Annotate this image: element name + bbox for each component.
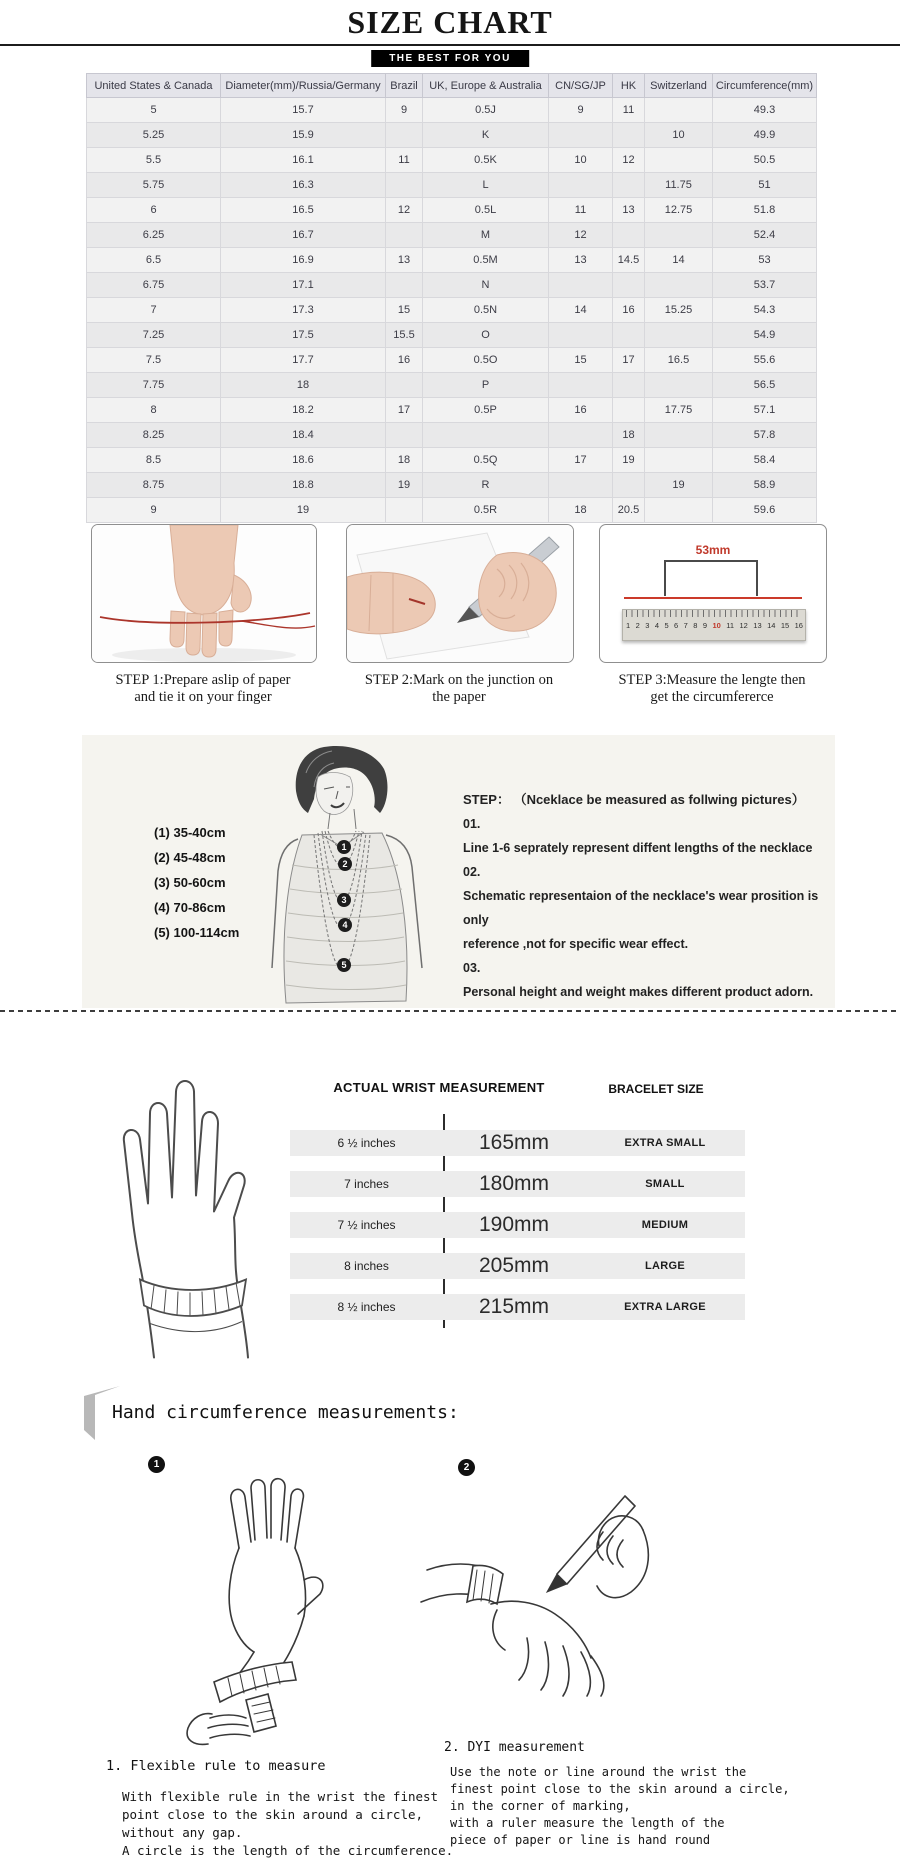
table-cell: 18.6 (221, 448, 386, 473)
table-cell (645, 423, 713, 448)
table-cell: 18 (613, 423, 645, 448)
table-cell (613, 398, 645, 423)
measure-bracket (664, 560, 758, 596)
necklace-notes (463, 812, 835, 1004)
ring-table-body (87, 98, 817, 523)
table-cell: 15.5 (386, 323, 423, 348)
table-cell: 0.5N (423, 298, 549, 323)
ring-table-head-row (87, 74, 817, 98)
table-row (87, 473, 817, 498)
column-header: United States & Canada (87, 74, 221, 98)
table-row (87, 273, 817, 298)
column-header: CN/SG/JP (549, 74, 613, 98)
hand-circumference-heading: Hand circumference measurements: (112, 1402, 459, 1423)
table-cell (386, 173, 423, 198)
table-cell: 18.2 (221, 398, 386, 423)
ruler-number: 13 (753, 621, 762, 630)
ruler-number: 6 (674, 621, 679, 630)
table-cell: 16 (613, 298, 645, 323)
ruler-number: 16 (794, 621, 803, 630)
table-cell: 0.5K (423, 148, 549, 173)
table-cell: 9 (386, 98, 423, 123)
method2-line: with a ruler measure the length of the (450, 1816, 725, 1830)
table-cell: 7 (87, 298, 221, 323)
table-cell: M (423, 223, 549, 248)
table-row (87, 123, 817, 148)
table-cell: 13 (549, 248, 613, 273)
table-cell: 6 (87, 198, 221, 223)
necklace-position-badge: 4 (338, 918, 352, 932)
method2-body (450, 1764, 790, 1849)
table-cell: 11.75 (645, 173, 713, 198)
table-cell: 16.5 (645, 348, 713, 373)
table-cell: 15 (549, 348, 613, 373)
wrist-inches: 7 ½ inches (337, 1218, 396, 1232)
ruler-number: 8 (693, 621, 698, 630)
ruler-number: 9 (702, 621, 708, 630)
table-cell: 7.75 (87, 373, 221, 398)
table-cell: 8.75 (87, 473, 221, 498)
column-header: UK, Europe & Australia (423, 74, 549, 98)
measure-red-line (624, 597, 802, 599)
table-cell: 6.5 (87, 248, 221, 273)
table-cell: 52.4 (713, 223, 817, 248)
table-cell: 17 (613, 348, 645, 373)
table-cell (549, 173, 613, 198)
table-cell: K (423, 123, 549, 148)
necklace-position-badge: 2 (338, 857, 352, 871)
table-cell (549, 423, 613, 448)
table-cell (386, 223, 423, 248)
ring-size-table (86, 73, 817, 523)
wrist-mm: 215mm (478, 1295, 550, 1318)
table-cell: 17.5 (221, 323, 386, 348)
wrist-measurement-header: ACTUAL WRIST MEASUREMENT (333, 1080, 545, 1095)
table-cell (386, 498, 423, 523)
table-cell (645, 323, 713, 348)
table-cell (613, 223, 645, 248)
table-cell: 18 (221, 373, 386, 398)
necklace-notes-block (463, 788, 835, 1004)
table-cell: 15.9 (221, 123, 386, 148)
table-cell: 11 (613, 98, 645, 123)
table-cell (386, 423, 423, 448)
hand-with-thread-illustration (92, 525, 316, 662)
table-cell: 18 (549, 498, 613, 523)
step2-caption-line1: STEP 2:Mark on the junction on (364, 672, 554, 688)
table-cell: 18.4 (221, 423, 386, 448)
table-cell: 19 (613, 448, 645, 473)
table-cell: 0.5P (423, 398, 549, 423)
wrist-inches: 8 ½ inches (337, 1300, 396, 1314)
table-row (87, 148, 817, 173)
necklace-position-badge: 3 (337, 893, 351, 907)
column-header: Diameter(mm)/Russia/Germany (221, 74, 386, 98)
table-cell: 17.7 (221, 348, 386, 373)
table-cell: 0.5O (423, 348, 549, 373)
table-cell (549, 273, 613, 298)
table-cell: 19 (221, 498, 386, 523)
table-cell: 8 (87, 398, 221, 423)
wrist-mm: 165mm (478, 1131, 550, 1154)
method1-line: without any gap. (122, 1825, 243, 1840)
table-cell (613, 323, 645, 348)
bracelet-row (290, 1130, 745, 1156)
table-cell: 5.5 (87, 148, 221, 173)
table-cell: 0.5Q (423, 448, 549, 473)
table-row (87, 373, 817, 398)
necklace-note-line: reference ,not for specific wear effect. (463, 937, 689, 951)
table-cell: 57.8 (713, 423, 817, 448)
necklace-length-item: (5) 100-114cm (154, 925, 240, 940)
necklace-note-line: Schematic representaion of the necklace's wear prosition is only (463, 889, 819, 927)
table-cell: L (423, 173, 549, 198)
table-cell (549, 323, 613, 348)
measured-length-label: 53mm (695, 543, 731, 557)
table-cell (613, 123, 645, 148)
table-cell (645, 273, 713, 298)
table-cell (386, 273, 423, 298)
table-cell: 0.5M (423, 248, 549, 273)
table-cell: 12 (549, 223, 613, 248)
bracelet-row (290, 1253, 745, 1279)
step1-caption (72, 672, 334, 706)
method1-body (122, 1788, 453, 1860)
table-cell: 54.3 (713, 298, 817, 323)
open-hand-with-tape-illustration (96, 1064, 286, 1362)
table-cell (645, 448, 713, 473)
ruler-number: 15 (780, 621, 790, 630)
necklace-length-item: (4) 70-86cm (154, 900, 226, 915)
table-cell: 7.5 (87, 348, 221, 373)
table-cell: 12.75 (645, 198, 713, 223)
necklace-note-line: 02. (463, 865, 481, 879)
table-cell: R (423, 473, 549, 498)
table-cell: 49.9 (713, 123, 817, 148)
table-cell: 53.7 (713, 273, 817, 298)
ruler-numbers (626, 620, 803, 632)
step1-caption-line2: and tie it on your finger (134, 689, 272, 705)
table-cell: 57.1 (713, 398, 817, 423)
ruler-number: 1 (626, 621, 631, 630)
table-cell: 17.75 (645, 398, 713, 423)
method1-line: With flexible rule in the wrist the finest (122, 1789, 439, 1804)
table-cell: 8.25 (87, 423, 221, 448)
column-header: Switzerland (645, 74, 713, 98)
method2-line: piece of paper or line is hand round (450, 1833, 711, 1847)
table-cell (613, 273, 645, 298)
step2-photo (346, 524, 574, 663)
table-cell: 12 (613, 148, 645, 173)
table-cell: 6.75 (87, 273, 221, 298)
table-cell: 19 (645, 473, 713, 498)
banner-label: THE BEST FOR YOU (371, 50, 529, 67)
table-cell (645, 373, 713, 398)
table-cell: 14.5 (613, 248, 645, 273)
bracelet-size-label: LARGE (645, 1260, 685, 1272)
table-cell: 18 (386, 448, 423, 473)
method2-line: Use the note or line around the wrist the (450, 1765, 747, 1779)
column-header: HK (613, 74, 645, 98)
table-cell: 13 (386, 248, 423, 273)
bracelet-size-label: SMALL (645, 1178, 685, 1190)
ruler-number: 7 (683, 621, 688, 630)
table-cell: 16.3 (221, 173, 386, 198)
table-cell: 17 (549, 448, 613, 473)
necklace-length-item: (2) 45-48cm (154, 850, 226, 865)
step2-caption-line2: the paper (432, 689, 486, 705)
step1-caption-line1: STEP 1:Prepare aslip of paper (115, 672, 291, 688)
ruler-number: 5 (664, 621, 669, 630)
table-row (87, 398, 817, 423)
necklace-length-item: (3) 50-60cm (154, 875, 226, 890)
bracelet-row (290, 1212, 745, 1238)
table-cell: 5 (87, 98, 221, 123)
table-cell: 14 (549, 298, 613, 323)
table-cell: 16.1 (221, 148, 386, 173)
table-cell: 10 (645, 123, 713, 148)
table-cell: 50.5 (713, 148, 817, 173)
table-cell: 51.8 (713, 198, 817, 223)
method1-line: A circle is the length of the circumference. (122, 1843, 454, 1858)
wrist-mm: 180mm (478, 1172, 550, 1195)
bracelet-size-label: EXTRA SMALL (624, 1137, 706, 1149)
ruler-number: 12 (739, 621, 748, 630)
flexible-rule-hand-drawing (118, 1474, 363, 1746)
table-cell: 7.25 (87, 323, 221, 348)
ruler-number: 11 (726, 621, 735, 630)
necklace-note-line: 03. (463, 961, 481, 975)
table-cell: 12 (386, 198, 423, 223)
step3-caption-line1: STEP 3:Measure the lengte then (618, 672, 806, 688)
table-row (87, 223, 817, 248)
dashed-divider (0, 1010, 900, 1012)
table-cell: P (423, 373, 549, 398)
table-cell: 16.7 (221, 223, 386, 248)
wrist-mm: 205mm (478, 1254, 550, 1277)
table-cell (549, 473, 613, 498)
table-cell: 19 (386, 473, 423, 498)
table-cell: 5.25 (87, 123, 221, 148)
table-cell: 18.8 (221, 473, 386, 498)
method2-title: 2. DYI measurement (444, 1740, 585, 1755)
table-cell: 16.9 (221, 248, 386, 273)
table-cell (645, 498, 713, 523)
table-cell: 9 (87, 498, 221, 523)
necklace-note-line: Personal height and weight makes different product adorn. (463, 985, 814, 999)
table-cell (645, 148, 713, 173)
necklace-position-badge: 5 (337, 958, 351, 972)
table-row (87, 173, 817, 198)
table-cell: 56.5 (713, 373, 817, 398)
table-cell: 53 (713, 248, 817, 273)
table-row (87, 298, 817, 323)
column-header: Brazil (386, 74, 423, 98)
table-cell: 11 (386, 148, 423, 173)
table-cell: 5.75 (87, 173, 221, 198)
table-cell: 54.9 (713, 323, 817, 348)
step3-ruler-graphic (599, 524, 827, 663)
title-divider (0, 44, 900, 46)
ruler-ticks (626, 610, 802, 617)
necklace-length-list (154, 820, 239, 945)
step3-caption-line2: get the circumfererce (650, 689, 774, 705)
ruler-number: 2 (635, 621, 640, 630)
bracelet-size-label: MEDIUM (641, 1219, 689, 1231)
table-cell: 11 (549, 198, 613, 223)
table-cell: 6.25 (87, 223, 221, 248)
table-cell: 16.5 (221, 198, 386, 223)
wrist-mm: 190mm (478, 1213, 550, 1236)
hand-marking-with-pen-illustration (347, 525, 573, 662)
table-cell: 58.4 (713, 448, 817, 473)
table-cell (645, 98, 713, 123)
table-row (87, 448, 817, 473)
table-row (87, 498, 817, 523)
table-cell: 58.9 (713, 473, 817, 498)
ruler-number: 10 (712, 621, 721, 630)
bracelet-size-header: BRACELET SIZE (608, 1082, 704, 1096)
necklace-figure (262, 743, 447, 1005)
necklace-position-badge: 1 (337, 840, 351, 854)
table-cell: 49.3 (713, 98, 817, 123)
bracelet-rows (290, 1130, 745, 1335)
table-cell: 9 (549, 98, 613, 123)
table-row (87, 348, 817, 373)
table-cell: 15 (386, 298, 423, 323)
table-cell (423, 423, 549, 448)
method2-line: finest point close to the skin around a circle, (450, 1782, 790, 1796)
table-cell: 13 (613, 198, 645, 223)
method2-line: in the corner of marking, (450, 1799, 631, 1813)
wrist-inches: 7 inches (344, 1177, 389, 1191)
wrist-inches: 6 ½ inches (337, 1136, 396, 1150)
table-cell: 15.7 (221, 98, 386, 123)
table-cell: 20.5 (613, 498, 645, 523)
table-cell: 0.5L (423, 198, 549, 223)
table-row (87, 198, 817, 223)
bracelet-row (290, 1171, 745, 1197)
necklace-note-line: 01. (463, 817, 481, 831)
table-cell (386, 123, 423, 148)
table-row (87, 98, 817, 123)
table-cell: 14 (645, 248, 713, 273)
table-cell: 16 (549, 398, 613, 423)
page-title: SIZE CHART (347, 4, 553, 40)
table-cell: 17.1 (221, 273, 386, 298)
method2-badge: 2 (458, 1459, 475, 1476)
table-cell: 0.5R (423, 498, 549, 523)
bracelet-size-label: EXTRA LARGE (624, 1301, 706, 1313)
necklace-notes-heading: STEP： （Nceklace be measured as follwing pictures） (463, 792, 805, 807)
table-row (87, 323, 817, 348)
table-cell: 16 (386, 348, 423, 373)
figure-badges (262, 743, 447, 1005)
ruler-number: 14 (767, 621, 776, 630)
table-cell (549, 123, 613, 148)
table-cell (613, 173, 645, 198)
table-cell: 17 (386, 398, 423, 423)
step2-caption (338, 672, 580, 706)
table-cell: 10 (549, 148, 613, 173)
necklace-note-line: Line 1-6 seprately represent diffent lengths of the necklace (463, 841, 813, 855)
bracelet-row (290, 1294, 745, 1320)
table-row (87, 248, 817, 273)
table-cell: 15.25 (645, 298, 713, 323)
method1-title: 1. Flexible rule to measure (106, 1758, 326, 1774)
method1-badge: 1 (148, 1456, 165, 1473)
table-cell (613, 373, 645, 398)
table-cell: 8.5 (87, 448, 221, 473)
table-cell (386, 373, 423, 398)
table-cell: 55.6 (713, 348, 817, 373)
table-cell: O (423, 323, 549, 348)
table-cell (549, 373, 613, 398)
table-cell: 51 (713, 173, 817, 198)
table-cell: 59.6 (713, 498, 817, 523)
wrist-inches: 8 inches (344, 1259, 389, 1273)
ruler (622, 609, 806, 641)
step1-photo (91, 524, 317, 663)
table-cell (613, 473, 645, 498)
table-cell: N (423, 273, 549, 298)
table-cell: 0.5J (423, 98, 549, 123)
method1-line: point close to the skin around a circle, (122, 1807, 424, 1822)
ruler-number: 3 (645, 621, 650, 630)
table-cell (645, 223, 713, 248)
ruler-number: 4 (654, 621, 659, 630)
step3-caption (590, 672, 834, 706)
diy-measurement-hand-drawing (415, 1486, 660, 1724)
column-header: Circumference(mm) (713, 74, 817, 98)
table-cell: 17.3 (221, 298, 386, 323)
table-row (87, 423, 817, 448)
necklace-length-item: (1) 35-40cm (154, 825, 226, 840)
